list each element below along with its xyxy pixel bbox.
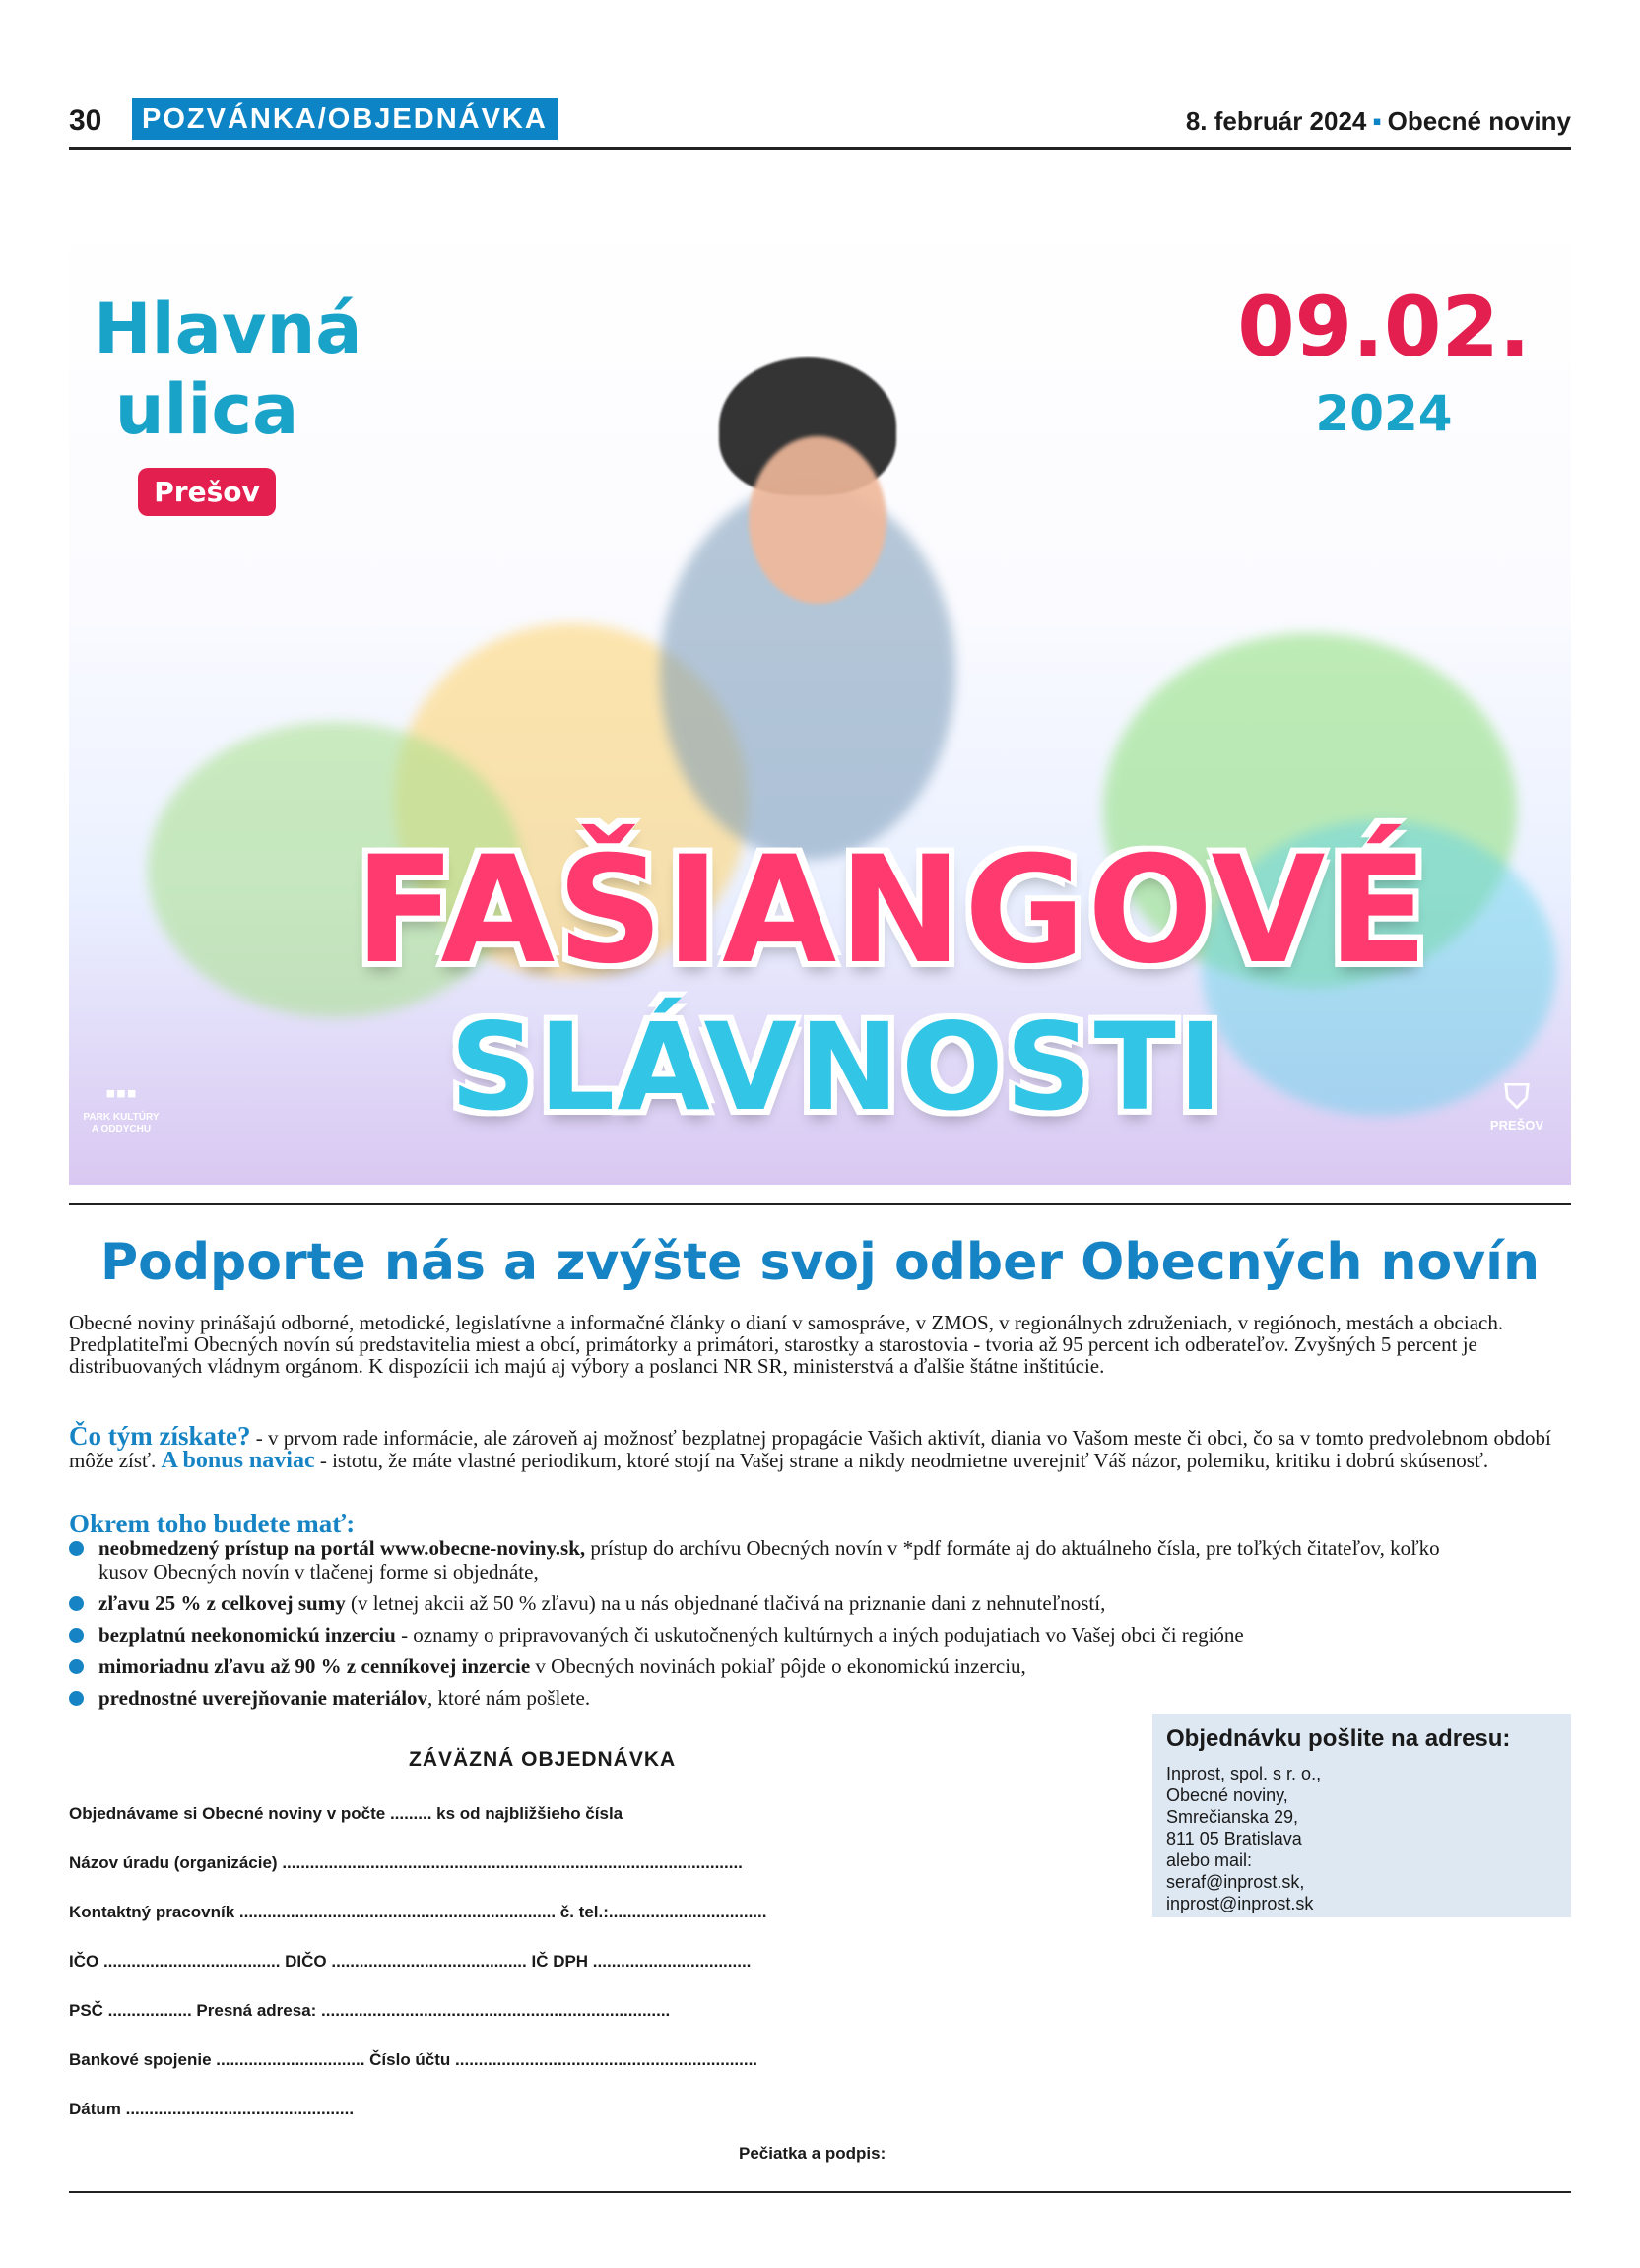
address-line: Inprost, spol. s r. o., [1166,1764,1322,1783]
castle-icon: ▪▪▪ [105,1077,137,1110]
article-question [69,1421,1571,1473]
bonus-text: - istotu, že máte vlastné periodikum, ktoré stojí na Vašej strane a nikdy neodmietne uverejniť Váš názor, polemiku, kritiku i dobrú skúsenosť. [314,1449,1489,1472]
benefit-text: - oznamy o pripravovaných či uskutočnených kultúrnych a iných podujatiach vo Vašej obci či regióne [395,1623,1244,1647]
stamp-signature-label: Pečiatka a podpis: [739,2144,886,2163]
list-item [69,1591,1477,1615]
footer-rule [69,2191,1571,2193]
location-line2: ulica [114,369,299,450]
page-number: 30 [69,104,102,137]
form-row-date[interactable]: Dátum ................................................. [69,2100,355,2118]
separator-dot: ▪ [1372,106,1382,136]
location-line1: Hlavná [94,289,362,369]
benefit-bold: bezplatnú neekonomickú inzerciu [98,1623,396,1647]
question-text: - v prvom rade informácie, ale zároveň aj možnosť bezplatnej propagácie Vašich aktivít, diania vo Vašom meste či obci, čo sa v tomto predvolebnom období môže zísť. [69,1426,1551,1472]
list-item [69,1623,1477,1647]
list-item [69,1686,1477,1710]
event-date: 09.02. [1237,279,1531,375]
poster-location [94,289,362,516]
list-item [69,1654,1477,1678]
question-lead: Čo tým získate? [69,1421,251,1451]
park-logo-line2: A ODDYCHU [91,1124,152,1134]
poster-rule [69,1203,1571,1205]
list-item [69,1536,1477,1584]
email-link[interactable]: seraf@inprost.sk, [1166,1872,1305,1892]
article-intro: Obecné noviny prinášajú odborné, metodické, legislatívne a informačné články o dianí v samospráve, v ZMOS, v regionálnych združeniach, v regiónoch, mestách a obciach. Predplatiteľmi Obecných novín sú predstavitelia miest a obcí, primátorky a primátori, starostky a starostovia - tvoria až 95 percent ich odberateľov. Zvyšných 5 percent je distribuovaných vládnym orgánom. K dispozícii ich majú aj výbory a poslanci NR SR, ministerstvá a ďalšie štátne inštitúcie. [69,1311,1504,1378]
benefit-text: (v letnej akcii až 50 % zľavu) na u nás objednané tlačivá na priznanie dani z nehnuteľností, [345,1591,1106,1615]
benefit-bold: prednostné uverejňovanie materiálov [98,1686,428,1710]
park-logo-line1: PARK KULTÚRY [83,1112,160,1123]
event-year: 2024 [1315,385,1453,442]
event-poster [69,210,1571,1185]
bullet-icon [69,1659,84,1674]
form-row-ids[interactable]: IČO ...................................... DIČO .......................................... IČ DPH .................................. [69,1952,752,1971]
header-rule [69,147,1571,150]
issue-date: 8. február 2024 [1185,106,1367,136]
address-title: Objednávku pošlite na adresu: [1166,1725,1511,1752]
benefits-title: Okrem toho budete mať: [69,1509,356,1538]
page-header [69,98,1571,148]
bullet-icon [69,1691,84,1706]
form-row-quantity[interactable]: Objednávame si Obecné noviny v počte ......... ks od najbližšieho čísla [69,1804,623,1823]
address-line: Obecné noviny, [1166,1785,1288,1805]
presov-logo [1473,1076,1561,1133]
bullet-icon [69,1596,84,1611]
order-form-title: ZÁVÄZNÁ OBJEDNÁVKA [409,1748,677,1771]
header-right [1186,106,1571,137]
benefits-list [69,1536,1477,1717]
form-row-organization[interactable]: Názov úradu (organizácie) ................................................................................................... [69,1853,743,1872]
benefit-text: prístup do archívu Obecných novín v *pdf formáte aj do aktuálneho čísla, pre toľkých čitateľov, koľko kusov Obecných novín v tlačenej forme si objednáte, [98,1536,1440,1584]
publication-name: Obecné noviny [1387,106,1571,136]
bonus-lead: A bonus naviac [161,1448,315,1473]
form-row-bank[interactable]: Bankové spojenie ................................ Číslo účtu ................................................................. [69,2050,758,2069]
city-badge: Prešov [138,468,275,516]
section-label: POZVÁNKA/OBJEDNÁVKA [132,98,558,140]
benefit-bold: mimoriadnu zľavu až 90 % z cenníkovej inzercie [98,1654,531,1678]
address-lines [1166,1763,1321,1914]
poster-date [1221,279,1546,442]
email-link[interactable]: inprost@inprost.sk [1166,1894,1314,1913]
address-box [1152,1714,1571,1917]
poster-headline-1: FAŠIANGOVÉ [355,825,1430,997]
address-line: 811 05 Bratislava [1166,1829,1302,1848]
poster-headline-2: SLÁVNOSTI [449,998,1225,1137]
form-row-address[interactable]: PSČ .................. Presná adresa: ........................................................................... [69,2001,671,2020]
bullet-icon [69,1541,84,1556]
address-line: Smrečianska 29, [1166,1807,1299,1827]
bullet-icon [69,1628,84,1643]
benefit-bold: neobmedzený prístup na portál www.obecne-noviny.sk, [98,1536,586,1560]
face-shape [749,436,886,604]
park-logo [77,1076,165,1135]
benefit-bold: zľavu 25 % z celkovej sumy [98,1591,346,1615]
address-line: alebo mail: [1166,1850,1253,1870]
form-row-contact[interactable]: Kontaktný pracovník .................................................................... č. tel.:.................................. [69,1903,767,1921]
presov-logo-text: PREŠOV [1489,1118,1544,1133]
benefit-text: v Obecných novinách pokiaľ pôjde o ekonomickú inzerciu, [530,1654,1026,1678]
benefit-text: , ktoré nám pošlete. [427,1686,591,1710]
shield-icon: ⛉ [1504,1078,1530,1116]
article-title: Podporte nás a zvýšte svoj odber Obecných novín [99,1233,1541,1292]
